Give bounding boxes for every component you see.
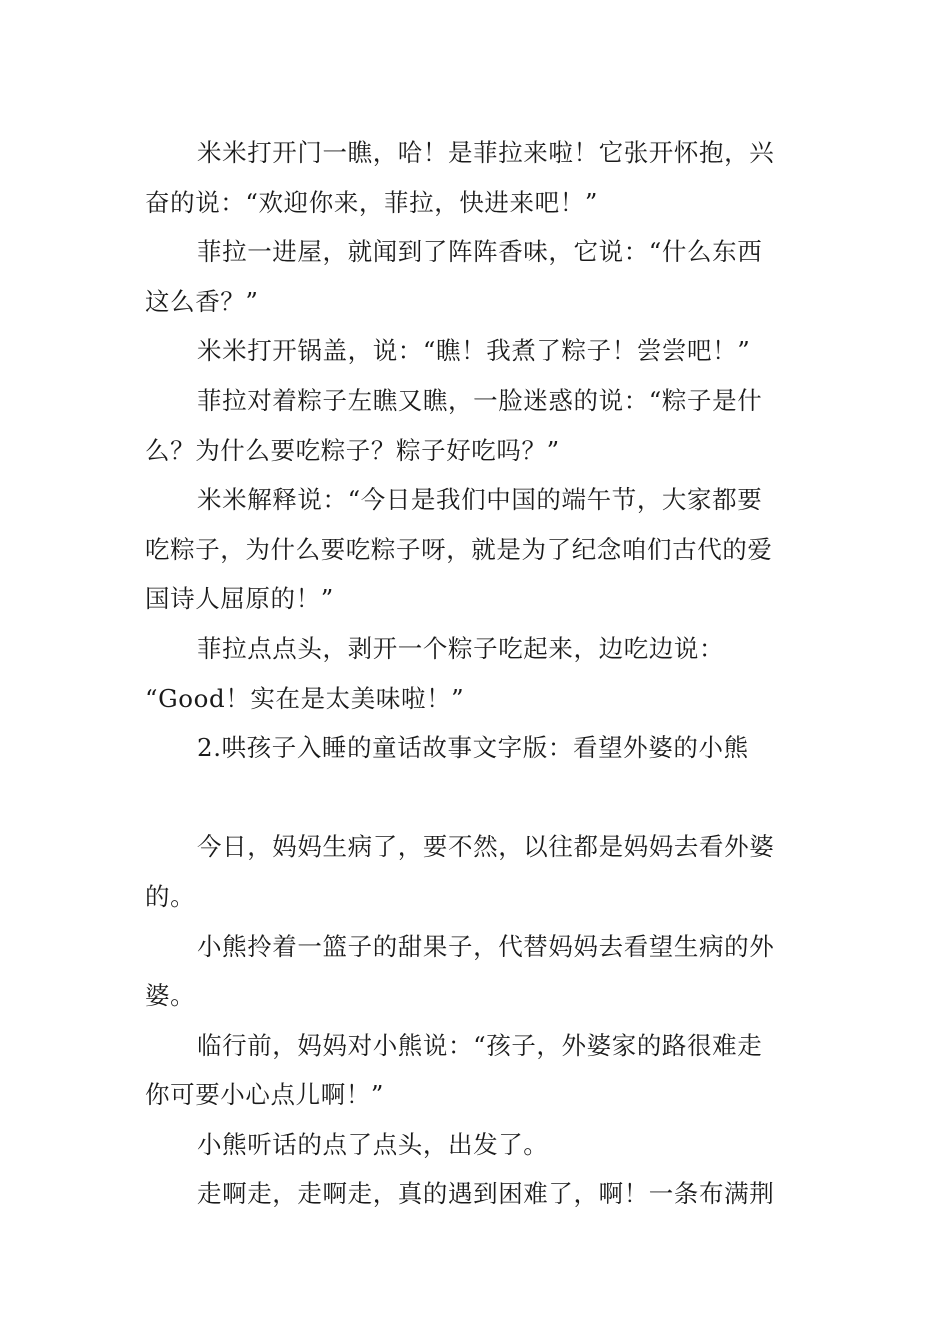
section-heading <box>145 723 807 773</box>
text-line: 么？为什么要吃粽子？粽子好吃吗？” <box>145 435 560 465</box>
text-line: 菲拉对着粽子左瞧又瞧，一脸迷惑的说：“粽子是什 <box>197 385 763 415</box>
paragraph <box>145 326 807 376</box>
text-line: 菲拉一进屋，就闻到了阵阵香味，它说：“什么东西 <box>197 237 763 267</box>
text-line: 小熊听话的点了点头，出发了。 <box>197 1129 549 1159</box>
blank-line <box>145 773 807 823</box>
paragraph <box>145 1120 807 1170</box>
text-line: 你可要小心点儿啊！” <box>145 1080 385 1110</box>
text-line: 奋的说：“欢迎你来，菲拉，快进来吧！” <box>145 187 598 217</box>
text-line: 米米解释说：“今日是我们中国的端午节，大家都要 <box>197 485 763 515</box>
text-line: 吃粽子，为什么要吃粽子呀，就是为了纪念咱们古代的爱 <box>145 534 773 564</box>
paragraph <box>145 1169 807 1219</box>
text-line: “Good！实在是太美味啦！” <box>145 683 465 713</box>
text-line: 这么香？” <box>145 286 259 316</box>
text-line: 米米打开锅盖，说：“瞧！我煮了粽子！尝尝吧！” <box>197 336 751 366</box>
document-body <box>145 128 807 1219</box>
text-line: 婆。 <box>145 981 196 1011</box>
text-line: 的。 <box>145 881 196 911</box>
text-line: 国诗人屈原的！” <box>145 584 334 614</box>
paragraph <box>145 227 807 326</box>
paragraph <box>145 376 807 475</box>
paragraph <box>145 1021 807 1120</box>
text-line: 小熊拎着一篮子的甜果子，代替妈妈去看望生病的外 <box>197 931 775 961</box>
paragraph <box>145 475 807 624</box>
paragraph <box>145 624 807 723</box>
paragraph <box>145 922 807 1021</box>
text-line: 菲拉点点头，剥开一个粽子吃起来，边吃边说： <box>197 633 725 663</box>
paragraph <box>145 128 807 227</box>
paragraph <box>145 822 807 921</box>
heading-text: 2.哄孩子入睡的童话故事文字版：看望外婆的小熊 <box>197 733 749 763</box>
text-line: 今日，妈妈生病了，要不然，以往都是妈妈去看外婆 <box>197 832 775 862</box>
text-line: 临行前，妈妈对小熊说：“孩子，外婆家的路很难走 <box>197 1030 763 1060</box>
text-line: 米米打开门一瞧，哈！是菲拉来啦！它张开怀抱，兴 <box>197 138 775 167</box>
text-line: 走啊走，走啊走，真的遇到困难了，啊！一条布满荆 <box>197 1179 775 1209</box>
